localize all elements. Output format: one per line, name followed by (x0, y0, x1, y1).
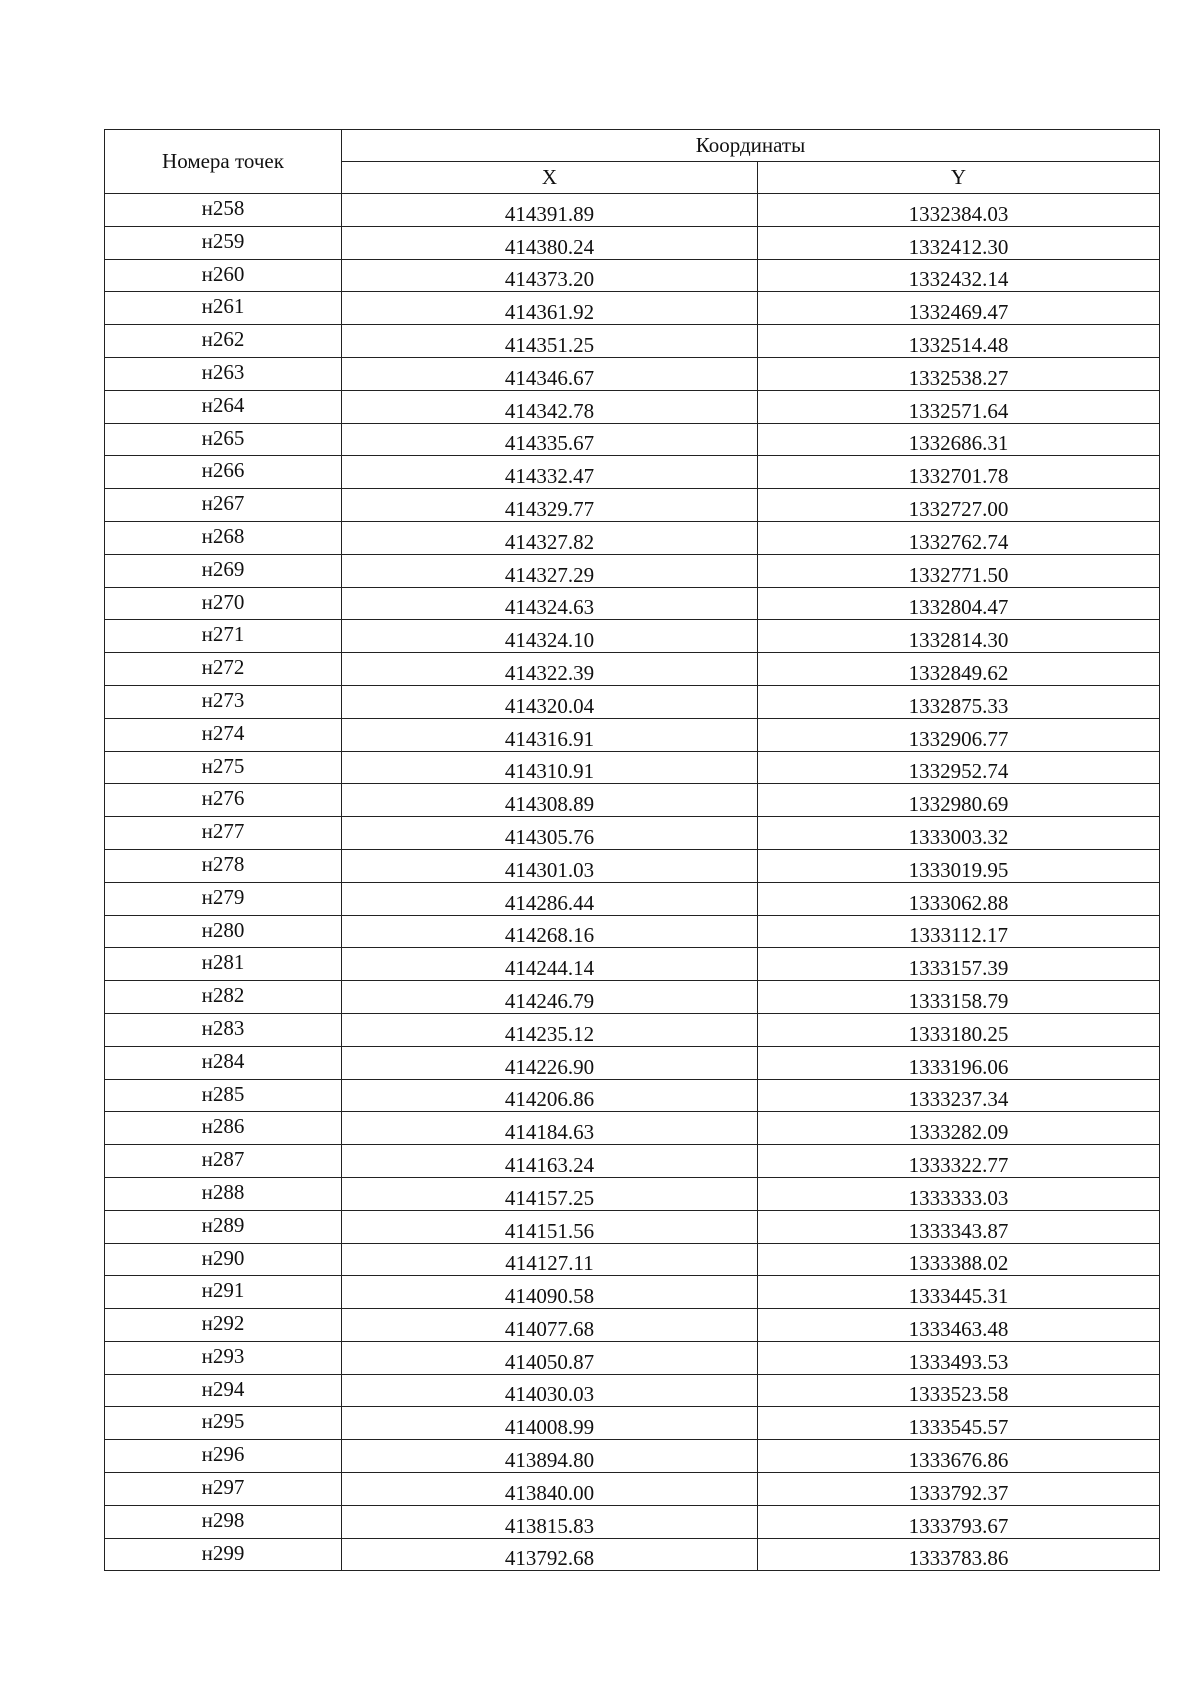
point-number-cell: н297 (105, 1473, 342, 1506)
y-coordinate-cell: 1332980.69 (758, 784, 1160, 817)
point-number-cell: н259 (105, 226, 342, 259)
table-row (105, 489, 1160, 522)
coordinates-group-header: Координаты (342, 130, 1160, 162)
table-row (105, 1407, 1160, 1440)
x-coordinate-cell: 414346.67 (342, 357, 758, 390)
x-coordinate-cell: 414335.67 (342, 423, 758, 456)
point-number-cell: н268 (105, 521, 342, 554)
point-number-cell: н274 (105, 718, 342, 751)
y-coordinate-cell: 1333282.09 (758, 1112, 1160, 1145)
point-number-cell: н293 (105, 1341, 342, 1374)
table-row (105, 1440, 1160, 1473)
point-number-cell: н265 (105, 423, 342, 456)
x-coordinate-cell: 414151.56 (342, 1210, 758, 1243)
y-coordinate-cell: 1333676.86 (758, 1440, 1160, 1473)
y-coordinate-cell: 1332432.14 (758, 259, 1160, 292)
point-number-cell: н292 (105, 1309, 342, 1342)
table-row (105, 1112, 1160, 1145)
y-coordinate-cell: 1333003.32 (758, 817, 1160, 850)
x-coordinate-cell: 414332.47 (342, 456, 758, 489)
x-coordinate-cell: 414008.99 (342, 1407, 758, 1440)
x-coordinate-cell: 414305.76 (342, 817, 758, 850)
point-number-cell: н273 (105, 685, 342, 718)
point-number-cell: н294 (105, 1374, 342, 1407)
point-number-cell: н298 (105, 1505, 342, 1538)
y-coordinate-cell: 1332804.47 (758, 587, 1160, 620)
table-row (105, 1243, 1160, 1276)
x-coordinate-cell: 414361.92 (342, 292, 758, 325)
point-number-cell: н284 (105, 1046, 342, 1079)
x-coordinate-cell: 414329.77 (342, 489, 758, 522)
x-coordinate-cell: 414351.25 (342, 325, 758, 358)
y-coordinate-cell: 1332686.31 (758, 423, 1160, 456)
table-header (105, 130, 1160, 194)
point-number-cell: н299 (105, 1538, 342, 1571)
y-coordinate-cell: 1332701.78 (758, 456, 1160, 489)
x-coordinate-cell: 414286.44 (342, 882, 758, 915)
point-number-cell: н271 (105, 620, 342, 653)
point-number-cell: н286 (105, 1112, 342, 1145)
x-coordinate-cell: 413815.83 (342, 1505, 758, 1538)
y-coordinate-cell: 1333157.39 (758, 948, 1160, 981)
x-coordinate-cell: 414391.89 (342, 194, 758, 227)
x-coordinate-cell: 414322.39 (342, 653, 758, 686)
point-number-cell: н267 (105, 489, 342, 522)
y-coordinate-cell: 1333523.58 (758, 1374, 1160, 1407)
y-coordinate-cell: 1332952.74 (758, 751, 1160, 784)
y-column-header: Y (758, 162, 1160, 194)
table-row (105, 685, 1160, 718)
point-number-cell: н283 (105, 1013, 342, 1046)
y-coordinate-cell: 1333343.87 (758, 1210, 1160, 1243)
y-coordinate-cell: 1332412.30 (758, 226, 1160, 259)
x-coordinate-cell: 414316.91 (342, 718, 758, 751)
x-coordinate-cell: 414324.63 (342, 587, 758, 620)
x-coordinate-cell: 414308.89 (342, 784, 758, 817)
table-row (105, 1538, 1160, 1571)
table-row (105, 1210, 1160, 1243)
point-number-cell: н258 (105, 194, 342, 227)
table-row (105, 948, 1160, 981)
x-coordinate-cell: 414327.29 (342, 554, 758, 587)
point-number-cell: н282 (105, 981, 342, 1014)
x-coordinate-cell: 414157.25 (342, 1177, 758, 1210)
table-row (105, 1505, 1160, 1538)
y-coordinate-cell: 1333112.17 (758, 915, 1160, 948)
y-coordinate-cell: 1333463.48 (758, 1309, 1160, 1342)
point-number-cell: н263 (105, 357, 342, 390)
y-coordinate-cell: 1333493.53 (758, 1341, 1160, 1374)
table-row (105, 226, 1160, 259)
y-coordinate-cell: 1332814.30 (758, 620, 1160, 653)
point-number-cell: н281 (105, 948, 342, 981)
table-row (105, 981, 1160, 1014)
point-number-cell: н264 (105, 390, 342, 423)
y-coordinate-cell: 1333019.95 (758, 849, 1160, 882)
table-row (105, 194, 1160, 227)
x-coordinate-cell: 414163.24 (342, 1145, 758, 1178)
point-number-cell: н270 (105, 587, 342, 620)
y-coordinate-cell: 1333158.79 (758, 981, 1160, 1014)
point-number-cell: н276 (105, 784, 342, 817)
point-number-cell: н262 (105, 325, 342, 358)
point-number-cell: н296 (105, 1440, 342, 1473)
x-coordinate-cell: 414127.11 (342, 1243, 758, 1276)
x-coordinate-cell: 414077.68 (342, 1309, 758, 1342)
point-number-cell: н277 (105, 817, 342, 850)
x-coordinate-cell: 413894.80 (342, 1440, 758, 1473)
y-coordinate-cell: 1332875.33 (758, 685, 1160, 718)
y-coordinate-cell: 1332849.62 (758, 653, 1160, 686)
y-coordinate-cell: 1333333.03 (758, 1177, 1160, 1210)
x-coordinate-cell: 414235.12 (342, 1013, 758, 1046)
table-row (105, 357, 1160, 390)
y-coordinate-cell: 1332571.64 (758, 390, 1160, 423)
table-row (105, 849, 1160, 882)
table-row (105, 554, 1160, 587)
point-number-cell: н266 (105, 456, 342, 489)
table-row (105, 1046, 1160, 1079)
coordinates-table (104, 129, 1160, 1571)
point-number-cell: н291 (105, 1276, 342, 1309)
x-coordinate-cell: 414090.58 (342, 1276, 758, 1309)
x-column-header: X (342, 162, 758, 194)
table-row (105, 1473, 1160, 1506)
y-coordinate-cell: 1333237.34 (758, 1079, 1160, 1112)
x-coordinate-cell: 414320.04 (342, 685, 758, 718)
y-coordinate-cell: 1333793.67 (758, 1505, 1160, 1538)
y-coordinate-cell: 1333322.77 (758, 1145, 1160, 1178)
x-coordinate-cell: 413792.68 (342, 1538, 758, 1571)
table-row (105, 817, 1160, 850)
x-coordinate-cell: 414342.78 (342, 390, 758, 423)
y-coordinate-cell: 1333792.37 (758, 1473, 1160, 1506)
x-coordinate-cell: 414268.16 (342, 915, 758, 948)
table-row (105, 1079, 1160, 1112)
y-coordinate-cell: 1332538.27 (758, 357, 1160, 390)
table-row (105, 1013, 1160, 1046)
table-row (105, 1309, 1160, 1342)
x-coordinate-cell: 414030.03 (342, 1374, 758, 1407)
x-coordinate-cell: 414184.63 (342, 1112, 758, 1145)
y-coordinate-cell: 1332469.47 (758, 292, 1160, 325)
table-row (105, 325, 1160, 358)
point-number-cell: н272 (105, 653, 342, 686)
point-number-cell: н275 (105, 751, 342, 784)
table-row (105, 259, 1160, 292)
x-coordinate-cell: 414246.79 (342, 981, 758, 1014)
x-coordinate-cell: 414373.20 (342, 259, 758, 292)
x-coordinate-cell: 414310.91 (342, 751, 758, 784)
y-coordinate-cell: 1332771.50 (758, 554, 1160, 587)
table-row (105, 718, 1160, 751)
y-coordinate-cell: 1332514.48 (758, 325, 1160, 358)
y-coordinate-cell: 1332727.00 (758, 489, 1160, 522)
point-number-cell: н280 (105, 915, 342, 948)
table-row (105, 456, 1160, 489)
point-number-cell: н290 (105, 1243, 342, 1276)
table-body (105, 194, 1160, 1571)
y-coordinate-cell: 1333445.31 (758, 1276, 1160, 1309)
y-coordinate-cell: 1332384.03 (758, 194, 1160, 227)
point-number-cell: н260 (105, 259, 342, 292)
y-coordinate-cell: 1333196.06 (758, 1046, 1160, 1079)
table-row (105, 784, 1160, 817)
x-coordinate-cell: 414327.82 (342, 521, 758, 554)
table-row (105, 390, 1160, 423)
x-coordinate-cell: 413840.00 (342, 1473, 758, 1506)
x-coordinate-cell: 414324.10 (342, 620, 758, 653)
y-coordinate-cell: 1332762.74 (758, 521, 1160, 554)
point-number-cell: н261 (105, 292, 342, 325)
x-coordinate-cell: 414050.87 (342, 1341, 758, 1374)
table-row (105, 1341, 1160, 1374)
x-coordinate-cell: 414226.90 (342, 1046, 758, 1079)
table-row (105, 882, 1160, 915)
y-coordinate-cell: 1333545.57 (758, 1407, 1160, 1440)
y-coordinate-cell: 1333388.02 (758, 1243, 1160, 1276)
x-coordinate-cell: 414301.03 (342, 849, 758, 882)
y-coordinate-cell: 1333180.25 (758, 1013, 1160, 1046)
y-coordinate-cell: 1333783.86 (758, 1538, 1160, 1571)
table-row (105, 1177, 1160, 1210)
x-coordinate-cell: 414206.86 (342, 1079, 758, 1112)
table-row (105, 292, 1160, 325)
table-row (105, 653, 1160, 686)
table-row (105, 751, 1160, 784)
table-row (105, 1276, 1160, 1309)
table-row (105, 587, 1160, 620)
point-number-cell: н269 (105, 554, 342, 587)
x-coordinate-cell: 414244.14 (342, 948, 758, 981)
point-number-cell: н288 (105, 1177, 342, 1210)
points-column-header: Номера точек (105, 130, 342, 194)
point-number-cell: н279 (105, 882, 342, 915)
table-row (105, 521, 1160, 554)
point-number-cell: н278 (105, 849, 342, 882)
table-row (105, 620, 1160, 653)
y-coordinate-cell: 1333062.88 (758, 882, 1160, 915)
x-coordinate-cell: 414380.24 (342, 226, 758, 259)
table-row (105, 915, 1160, 948)
table-row (105, 1374, 1160, 1407)
point-number-cell: н287 (105, 1145, 342, 1178)
table-row (105, 423, 1160, 456)
point-number-cell: н289 (105, 1210, 342, 1243)
y-coordinate-cell: 1332906.77 (758, 718, 1160, 751)
point-number-cell: н295 (105, 1407, 342, 1440)
point-number-cell: н285 (105, 1079, 342, 1112)
table-row (105, 1145, 1160, 1178)
